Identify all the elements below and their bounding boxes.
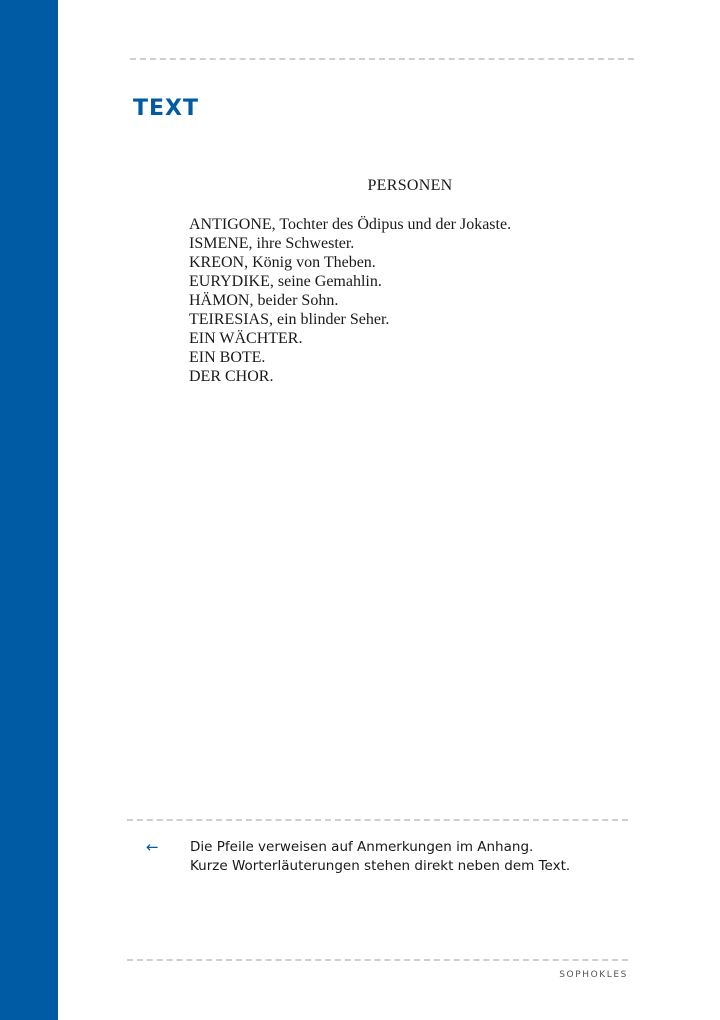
arrow-left-icon: ← bbox=[146, 838, 159, 856]
note-text bbox=[190, 838, 570, 876]
cast-item: ISMENE, ihre Schwester. bbox=[189, 235, 355, 252]
note-line: Kurze Worterläuterungen stehen direkt neben dem Text. bbox=[190, 858, 571, 874]
cast-item: EURYDIKE, seine Gemahlin. bbox=[189, 273, 382, 290]
sidebar-bar bbox=[0, 0, 58, 1020]
footer-divider bbox=[127, 959, 628, 961]
cast-item: KREON, König von Theben. bbox=[189, 254, 376, 271]
cast-item: DER CHOR. bbox=[189, 368, 274, 385]
cast-item: ANTIGONE, Tochter des Ödipus und der Jokaste. bbox=[189, 216, 512, 233]
cast-item: EIN BOTE. bbox=[189, 349, 266, 366]
cast-heading: PERSONEN bbox=[367, 177, 453, 194]
cast-item: TEIRESIAS, ein blinder Seher. bbox=[189, 311, 390, 328]
footer-label: SOPHOKLES bbox=[559, 970, 628, 980]
top-divider bbox=[130, 58, 634, 60]
section-heading: TEXT bbox=[133, 96, 200, 121]
note-line: Die Pfeile verweisen auf Anmerkungen im Anhang. bbox=[190, 839, 534, 855]
cast-list bbox=[189, 215, 511, 386]
note-divider bbox=[127, 819, 628, 821]
cast-item: EIN WÄCHTER. bbox=[189, 330, 303, 347]
cast-item: HÄMON, beider Sohn. bbox=[189, 292, 339, 309]
